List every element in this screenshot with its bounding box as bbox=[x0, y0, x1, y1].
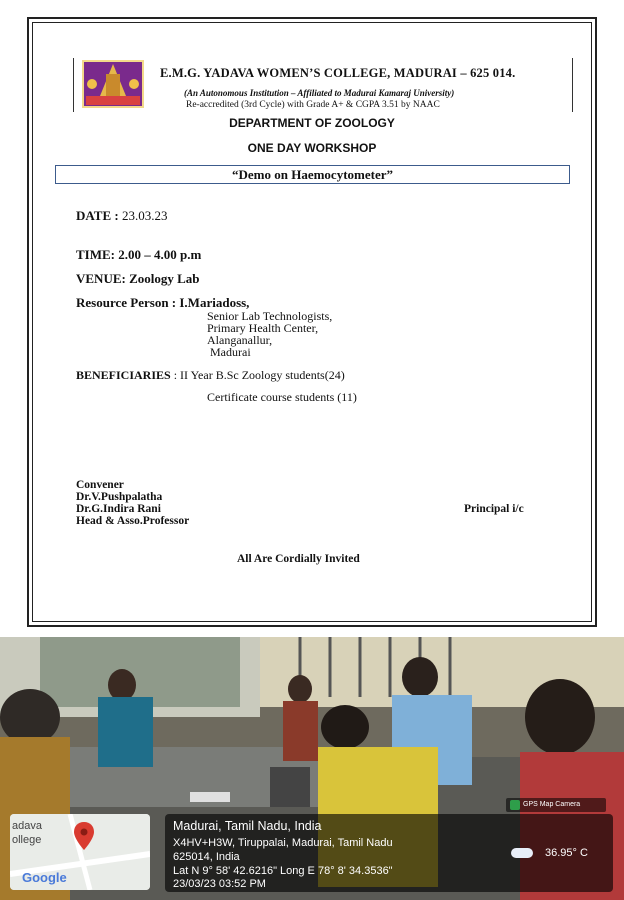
temperature: 36.95° C bbox=[545, 847, 588, 859]
resource-detail-3: Alanganallur, bbox=[207, 333, 273, 347]
invite-line: All Are Cordially Invited bbox=[237, 553, 360, 565]
time-line: TIME: 2.00 – 4.00 p.m bbox=[76, 247, 202, 262]
lat-long: Lat N 9° 58' 42.6216" Long E 78° 8' 34.3536" bbox=[173, 865, 393, 877]
college-name: E.M.G. YADAVA WOMEN’S COLLEGE, MADURAI – 625 014. bbox=[160, 66, 516, 80]
camera-icon bbox=[510, 800, 520, 810]
beneficiaries-label: BENEFICIARIES bbox=[76, 368, 171, 382]
gps-badge bbox=[506, 798, 606, 812]
map-thumbnail bbox=[10, 814, 150, 890]
address-line-2: 625014, India bbox=[173, 851, 240, 863]
map-brand: Google bbox=[22, 870, 67, 885]
convener-label: Convener bbox=[76, 479, 124, 491]
resource-name: I.Mariadoss, bbox=[179, 295, 250, 310]
map-text-bottom: ollege bbox=[12, 834, 42, 846]
beneficiaries-line-2: Certificate course students (11) bbox=[207, 390, 357, 404]
department-title: DEPARTMENT OF ZOOLOGY bbox=[229, 116, 395, 130]
resource-label: Resource Person : bbox=[76, 295, 177, 310]
resource-detail-1: Senior Lab Technologists, bbox=[207, 309, 333, 323]
resource-detail-2: Primary Health Center, bbox=[207, 321, 319, 335]
date-line bbox=[76, 208, 167, 224]
affiliation: (An Autonomous Institution – Affiliated to Madurai Kamaraj University) bbox=[184, 88, 455, 98]
beneficiaries-line bbox=[76, 368, 345, 383]
venue-line: VENUE: Zoology Lab bbox=[76, 271, 200, 286]
location-title: Madurai, Tamil Nadu, India bbox=[173, 819, 322, 833]
convener-name-1: Dr.V.Pushpalatha bbox=[76, 491, 163, 503]
address-line-1: X4HV+H3W, Tiruppalai, Madurai, Tamil Nadu bbox=[173, 837, 393, 849]
convener-name-2: Dr.G.Indira Rani bbox=[76, 503, 161, 515]
workshop-title: ONE DAY WORKSHOP bbox=[247, 141, 377, 155]
gps-badge-label: GPS Map Camera bbox=[523, 801, 581, 808]
college-logo bbox=[82, 60, 144, 108]
date-label: DATE : bbox=[76, 208, 119, 223]
date-value: 23.03.23 bbox=[121, 208, 168, 223]
map-text-top: adava bbox=[12, 820, 42, 832]
principal-label: Principal i/c bbox=[464, 503, 524, 515]
photo-datetime: 23/03/23 03:52 PM bbox=[173, 878, 266, 890]
geo-overlay bbox=[165, 814, 613, 892]
cloud-icon bbox=[511, 848, 533, 858]
convener-role: Head & Asso.Professor bbox=[76, 515, 190, 527]
accreditation: Re-accredited (3rd Cycle) with Grade A+ & CGPA 3.51 by NAAC bbox=[186, 100, 440, 110]
map-pin-icon bbox=[74, 822, 94, 850]
topic-box: “Demo on Haemocytometer” bbox=[55, 165, 570, 184]
resource-detail-4: Madurai bbox=[210, 345, 251, 359]
beneficiaries-value: : II Year B.Sc Zoology students(24) bbox=[173, 368, 345, 382]
